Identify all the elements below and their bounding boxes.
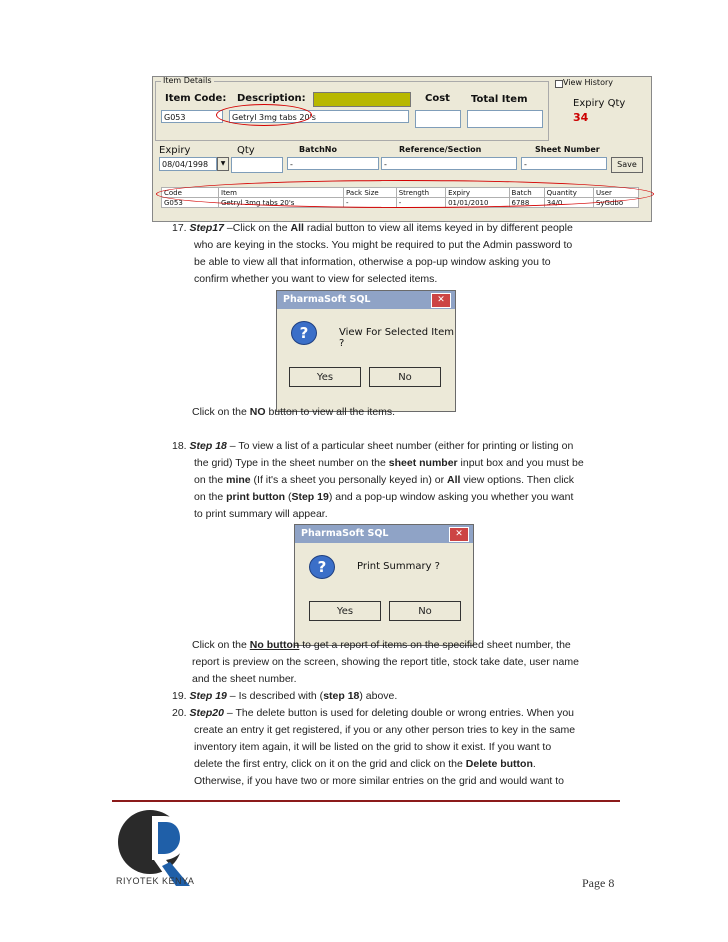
step18-line3: on the mine (If it's a sheet you personally keyed in) or All view options. Then click xyxy=(194,474,575,486)
grid-cell[interactable]: - xyxy=(344,198,397,208)
no-button[interactable]: No xyxy=(369,367,441,387)
step18-line1: 18. Step 18 – To view a list of a particular sheet number (either for printing or listing on xyxy=(172,440,574,452)
description-label: Description: xyxy=(237,93,306,104)
step18-after-line1: Click on the No button to get a report of items on the specified sheet number, the xyxy=(192,639,571,651)
step19-line: 19. Step 19 – Is described with (step 18) above. xyxy=(172,690,398,702)
grid-header: Item xyxy=(219,188,344,198)
grid-header: Code xyxy=(162,188,219,198)
company-name: RIYOTEK KENYA xyxy=(116,876,195,886)
batch-no-label: BatchNo xyxy=(299,145,337,154)
question-icon: ? xyxy=(309,555,335,579)
grid-header: Strength xyxy=(396,188,445,198)
grid-header: Pack Size xyxy=(344,188,397,198)
expiry-qty-label: Expiry Qty xyxy=(573,98,626,109)
reference-input[interactable]: - xyxy=(381,157,517,170)
sheet-number-label: Sheet Number xyxy=(535,145,600,154)
chevron-down-icon[interactable]: ▼ xyxy=(217,157,229,171)
total-item-label: Total Item xyxy=(471,94,528,105)
yes-button[interactable]: Yes xyxy=(289,367,361,387)
description-input[interactable]: Getryl 3mg tabs 20's xyxy=(229,110,409,123)
step18-line4: on the print button (Step 19) and a pop-up window asking you whether you want xyxy=(194,491,574,503)
grid-cell[interactable]: 34/0 xyxy=(544,198,593,208)
group-title: Item Details xyxy=(163,76,212,85)
step20-line2: create an entry it get registered, if you or any other person tries to key in the same xyxy=(194,724,576,736)
cost-input[interactable] xyxy=(415,110,461,128)
qty-label: Qty xyxy=(237,145,255,156)
step18-after-line3: and the sheet number. xyxy=(192,673,297,685)
step20-line3: inventory item again, it will be listed on the grid to show it exist. If you want to xyxy=(194,741,552,753)
batch-input[interactable]: - xyxy=(287,157,379,170)
dialog-view-selected xyxy=(276,290,456,412)
no-button[interactable]: No xyxy=(389,601,461,621)
sheet-number-input[interactable]: - xyxy=(521,157,607,170)
view-history-label: View History xyxy=(563,78,613,87)
dialog-title: PharmaSoft SQL xyxy=(301,528,389,539)
close-icon[interactable]: ✕ xyxy=(431,293,451,308)
reference-label: Reference/Section xyxy=(399,145,482,154)
step20-line4: delete the first entry, click on it on the grid and click on the Delete button. xyxy=(194,758,536,770)
dialog-titlebar xyxy=(295,525,473,543)
step17-line1: 17. Step17 –Click on the All radial button to view all items keyed in by different people xyxy=(172,222,573,234)
dialog-message: Print Summary ? xyxy=(357,561,440,572)
save-button[interactable]: Save xyxy=(611,157,643,173)
dialog-print-summary xyxy=(294,524,474,646)
step17-after: Click on the NO button to view all the items. xyxy=(192,406,396,418)
grid-cell[interactable]: SyGdbo xyxy=(593,198,638,208)
dialog-titlebar xyxy=(277,291,455,309)
total-item-input[interactable] xyxy=(467,110,543,128)
dialog-title: PharmaSoft SQL xyxy=(283,294,371,305)
question-icon: ? xyxy=(291,321,317,345)
annotation-oval-description xyxy=(216,104,312,126)
cost-label: Cost xyxy=(425,93,450,104)
expiry-label: Expiry xyxy=(159,145,191,156)
dialog-message: View For Selected Item ? xyxy=(339,327,455,349)
step18-after-line2: report is preview on the screen, showing the report title, stock take date, user name xyxy=(192,656,579,668)
expiry-date-input[interactable]: 08/04/1998 xyxy=(159,157,217,171)
item-code-label: Item Code: xyxy=(165,93,227,104)
grid-header: User xyxy=(593,188,638,198)
expiry-qty-value: 34 xyxy=(573,111,589,124)
close-icon[interactable]: ✕ xyxy=(449,527,469,542)
grid-cell[interactable]: 6788 xyxy=(509,198,544,208)
footer-divider xyxy=(112,800,620,802)
step20-line5: Otherwise, if you have two or more similar entries on the grid and would want to xyxy=(194,775,565,787)
step17-line2: who are keying in the stocks. You might be required to put the Admin password to xyxy=(194,239,573,251)
grid-cell[interactable]: 01/01/2010 xyxy=(446,198,509,208)
step18-line2: the grid) Type in the sheet number on the sheet number input box and you must be xyxy=(194,457,584,469)
grid-cell[interactable]: G053 xyxy=(162,198,219,208)
view-history-checkbox[interactable] xyxy=(555,80,563,88)
grid-cell[interactable]: - xyxy=(396,198,445,208)
step18-line5: to print summary will appear. xyxy=(194,508,328,520)
step17-line3: be able to view all that information, otherwise a pop-up window asking you to xyxy=(194,256,551,268)
yes-button[interactable]: Yes xyxy=(309,601,381,621)
step17-line4: confirm whether you want to view for selected items. xyxy=(194,273,438,285)
page-number: Page 8 xyxy=(582,876,615,890)
annotation-oval-grid xyxy=(156,180,654,208)
grid-header: Expiry xyxy=(446,188,509,198)
grid-header: Quantity xyxy=(544,188,593,198)
highlight-field[interactable] xyxy=(313,92,411,107)
item-code-input[interactable]: G053 xyxy=(161,110,223,123)
grid-header: Batch xyxy=(509,188,544,198)
qty-input[interactable] xyxy=(231,157,283,173)
grid-cell[interactable]: Getryl 3mg tabs 20's xyxy=(219,198,344,208)
step20-line1: 20. Step20 – The delete button is used for deleting double or wrong entries. When you xyxy=(172,707,574,719)
